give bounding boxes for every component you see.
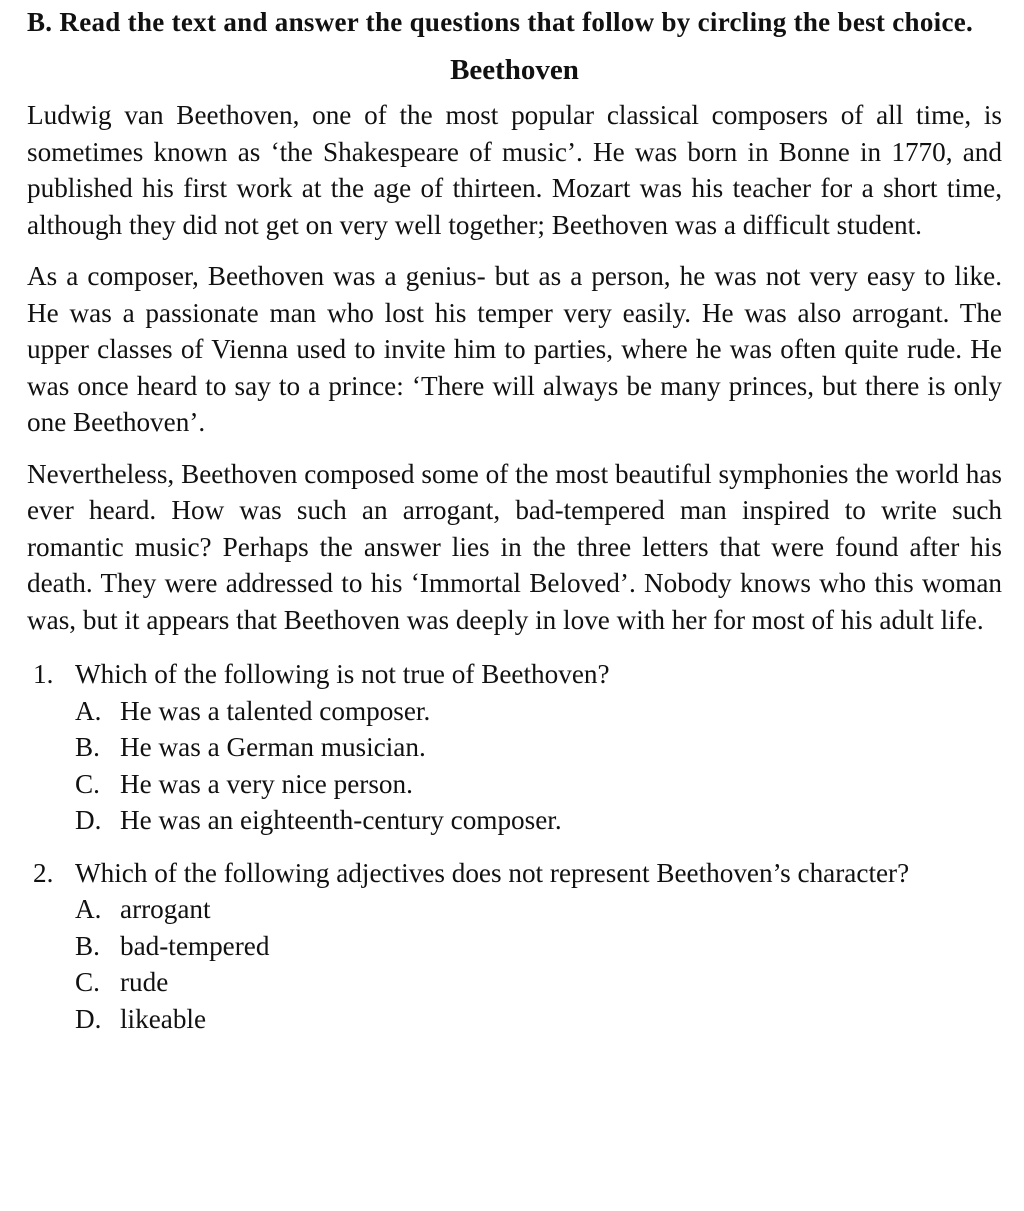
answer-option[interactable] bbox=[75, 964, 1002, 1001]
question-1 bbox=[27, 656, 1002, 839]
passage-title: Beethoven bbox=[450, 54, 579, 86]
option-text: likeable bbox=[120, 1003, 207, 1034]
option-letter: A. bbox=[75, 894, 102, 924]
passage-paragraph-3: Nevertheless, Beethoven composed some of the most beautiful symphonies the world has ever heard. How was such an arrogant, bad-tempered man inspired to write such romantic music? Perhaps the answer lies in the three letters that were found after his death. They were addressed to his ‘Immortal Beloved’. Nobody knows who this woman was, but it appears that Beethoven was deeply in love with her for most of his adult life. bbox=[27, 458, 1002, 635]
answer-option[interactable] bbox=[75, 766, 1002, 803]
option-text: He was a very nice person. bbox=[120, 768, 413, 799]
option-text: arrogant bbox=[120, 894, 211, 924]
question-stem: Which of the following is not true of Beethoven? bbox=[75, 659, 610, 689]
option-text: He was a talented composer. bbox=[120, 695, 431, 726]
option-letter: A. bbox=[75, 695, 102, 726]
option-letter: B. bbox=[75, 930, 100, 961]
answer-option[interactable] bbox=[75, 891, 1002, 928]
answer-options bbox=[75, 693, 1002, 839]
answer-option[interactable] bbox=[75, 729, 1002, 766]
section-instruction: B. Read the text and answer the questions that follow by circling the best choice. bbox=[27, 7, 974, 37]
passage-paragraph-1: Ludwig van Beethoven, one of the most popular classical composers of all time, is sometimes known as ‘the Shakespeare of music’. He was born in Bonne in 1770, and published his first work at the age of thirteen. Mozart was his teacher for a short time, although they did not get on very well together; Beethoven was a difficult student. bbox=[27, 100, 1002, 240]
option-text: He was a German musician. bbox=[120, 732, 426, 762]
question-2 bbox=[27, 855, 1002, 1038]
answer-option[interactable] bbox=[75, 802, 1002, 839]
option-text: bad-tempered bbox=[120, 930, 270, 961]
question-list bbox=[27, 656, 1002, 1037]
option-letter: D. bbox=[75, 1003, 102, 1034]
option-letter: C. bbox=[75, 967, 100, 997]
answer-option[interactable] bbox=[75, 693, 1002, 730]
question-number: 2. bbox=[33, 857, 54, 888]
worksheet-page bbox=[27, 4, 1002, 1053]
answer-option[interactable] bbox=[75, 1001, 1002, 1038]
option-letter: D. bbox=[75, 805, 102, 835]
passage-paragraph-2: As a composer, Beethoven was a genius- but as a person, he was not very easy to like. He was a passionate man who lost his temper very easily. He was also arrogant. The upper classes of Vienna used to invite him to parties, where he was often quite rude. He was once heard to say to a prince: ‘There will always be many princes, but there is only one Beethoven’. bbox=[27, 261, 1002, 437]
option-letter: C. bbox=[75, 768, 100, 799]
question-stem: Which of the following adjectives does not represent Beethoven’s character? bbox=[75, 857, 910, 888]
answer-option[interactable] bbox=[75, 928, 1002, 965]
answer-options bbox=[75, 891, 1002, 1037]
option-letter: B. bbox=[75, 732, 100, 762]
option-text: He was an eighteenth-century composer. bbox=[120, 805, 562, 835]
question-number: 1. bbox=[33, 659, 54, 689]
option-text: rude bbox=[120, 967, 169, 997]
